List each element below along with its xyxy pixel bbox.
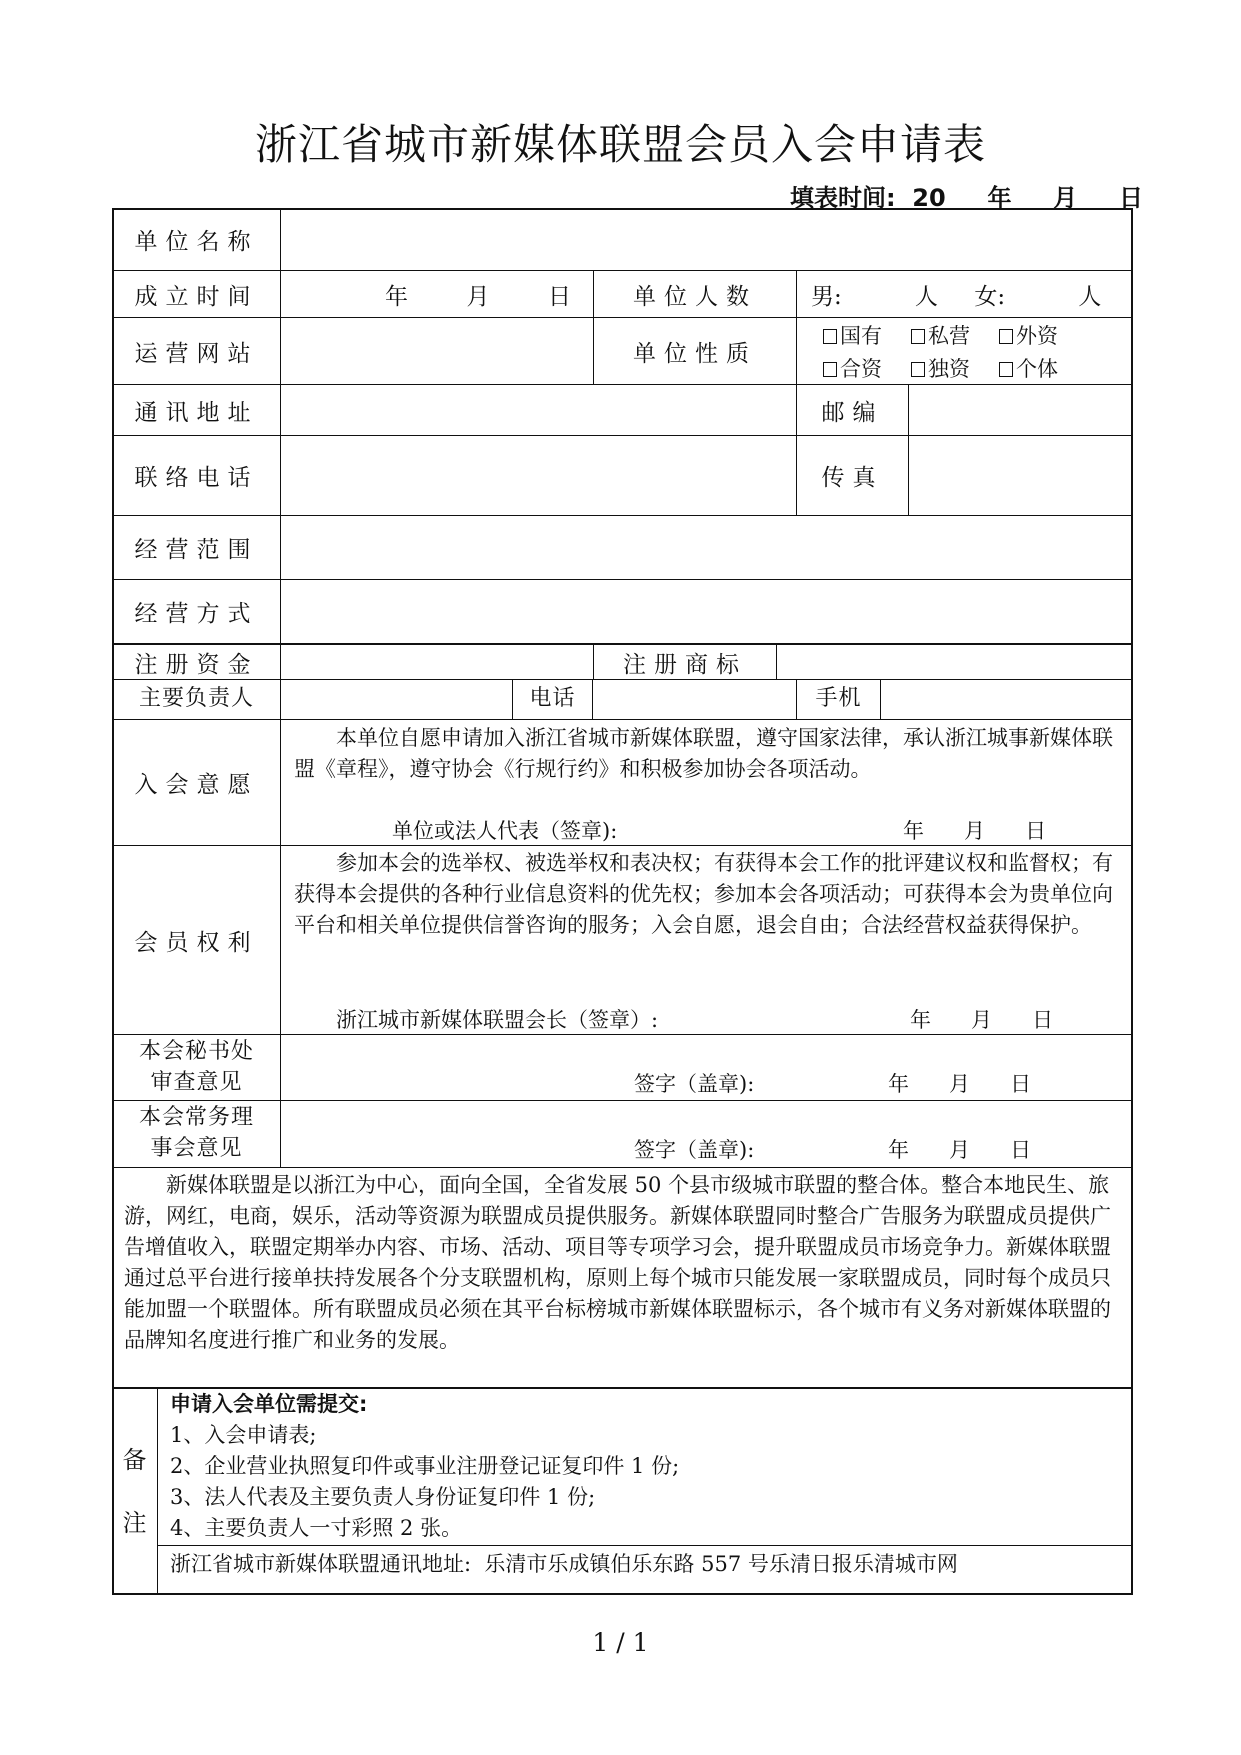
founded-label: 成立时间 xyxy=(112,270,281,318)
address-field[interactable] xyxy=(280,384,797,436)
trademark-field[interactable] xyxy=(776,643,1133,680)
secretariat-date: 年 月 日 xyxy=(888,1072,1032,1096)
checkbox-icon xyxy=(823,329,837,344)
secretariat-label xyxy=(112,1034,281,1101)
notes-item-4: 4、主要负责人一寸彩照 2 张。 xyxy=(170,1516,463,1540)
website-label: 运营网站 xyxy=(112,317,281,385)
business-scope-label: 经营范围 xyxy=(112,515,281,580)
website-field[interactable] xyxy=(280,317,594,385)
business-scope-field[interactable] xyxy=(280,515,1133,580)
intent-text: 本单位自愿申请加入浙江省城市新媒体联盟，遵守国家法律，承认浙江城事新媒体联盟《章程》，遵守协会《行规行约》和积极参加协会各项活动。 xyxy=(294,726,1113,781)
secretariat-label-line2: 审查意见 xyxy=(150,1069,243,1095)
nature-option-foreign[interactable]: 外资 xyxy=(999,320,1058,350)
postcode-label: 邮编 xyxy=(796,384,909,436)
nature-option-private[interactable]: 私营 xyxy=(911,320,970,350)
notes-item-3: 3、法人代表及主要负责人身份证复印件 1 份; xyxy=(170,1485,596,1509)
intent-signature: 单位或法人代表（签章): xyxy=(392,819,618,843)
leader-label: 主要负责人 xyxy=(112,679,281,720)
nature-option-sole[interactable]: 独资 xyxy=(911,353,970,383)
council-date: 年 月 日 xyxy=(888,1138,1032,1162)
intent-date: 年 月 日 xyxy=(903,819,1047,843)
council-signature: 签字（盖章): xyxy=(634,1138,755,1162)
council-label-line1: 本会常务理 xyxy=(138,1105,254,1131)
notes-heading: 申请入会单位需提交: xyxy=(170,1392,368,1416)
fax-label: 传真 xyxy=(796,435,909,516)
mobile-label: 手机 xyxy=(796,679,881,720)
phone-field[interactable] xyxy=(280,435,797,516)
fill-date: 填表时间: 20 年 月 日 xyxy=(790,184,1144,212)
capital-label: 注册资金 xyxy=(112,643,281,680)
founded-date: 年 月 日 xyxy=(385,283,571,310)
staff-count-field[interactable]: 男: 人 女: 人 xyxy=(796,270,1133,318)
notes-item-2: 2、企业营业执照复印件或事业注册登记证复印件 1 份; xyxy=(170,1454,680,1478)
fax-field[interactable] xyxy=(908,435,1133,516)
rights-signature: 浙江城市新媒体联盟会长（签章）: xyxy=(336,1008,659,1032)
unit-name-label: 单位名称 xyxy=(112,208,281,271)
nature-option-state[interactable]: 国有 xyxy=(823,320,882,350)
contact-address: 浙江省城市新媒体联盟通讯地址: 乐清市乐成镇伯乐东路 557 号乐清日报乐清城市网 xyxy=(170,1552,958,1576)
notes-label-line1: 备 xyxy=(122,1446,148,1475)
notes-label xyxy=(112,1387,158,1595)
secretariat-signature: 签字（盖章): xyxy=(634,1072,755,1096)
unit-name-field[interactable] xyxy=(280,208,1133,271)
rights-date: 年 月 日 xyxy=(910,1008,1054,1032)
trademark-label: 注册商标 xyxy=(593,643,777,680)
checkbox-icon xyxy=(999,329,1013,344)
nature-option-individual[interactable]: 个体 xyxy=(999,353,1058,383)
council-label-line2: 事会意见 xyxy=(150,1136,243,1161)
tel-field[interactable] xyxy=(592,679,797,720)
founded-field[interactable] xyxy=(280,270,594,318)
nature-option-joint[interactable]: 合资 xyxy=(823,353,882,383)
page-title: 浙江省城市新媒体联盟会员入会申请表 xyxy=(254,120,986,169)
mobile-field[interactable] xyxy=(880,679,1133,720)
phone-label: 联络电话 xyxy=(112,435,281,516)
staff-count-label: 单位人数 xyxy=(593,270,797,318)
secretariat-label-line1: 本会秘书处 xyxy=(138,1038,254,1064)
rights-text: 参加本会的选举权、被选举权和表决权；有获得本会工作的批评建议权和监督权；有获得本会提供的各种行业信息资料的优先权；参加本会各项活动；可获得本会为贵单位向平台和相关单位提供信誉咨询的服务；入会自愿，退会自由；合法经营权益获得保护。 xyxy=(294,851,1113,937)
business-mode-field[interactable] xyxy=(280,579,1133,644)
notes-label-line2: 注 xyxy=(122,1508,148,1537)
tel-label: 电话 xyxy=(512,679,593,720)
checkbox-icon xyxy=(999,362,1013,377)
page-number: 1 / 1 xyxy=(592,1628,649,1657)
checkbox-icon xyxy=(911,362,925,377)
postcode-field[interactable] xyxy=(908,384,1133,436)
unit-nature-label: 单位性质 xyxy=(593,317,797,385)
leader-field[interactable] xyxy=(280,679,513,720)
intent-label: 入会意愿 xyxy=(112,719,281,846)
business-mode-label: 经营方式 xyxy=(112,579,281,644)
notes-item-1: 1、入会申请表; xyxy=(170,1423,317,1447)
checkbox-icon xyxy=(823,362,837,377)
council-label xyxy=(112,1100,281,1168)
address-label: 通讯地址 xyxy=(112,384,281,436)
intro-text: 新媒体联盟是以浙江为中心，面向全国，全省发展 50 个县市级城市联盟的整合体。整合本地民生、旅游，网红，电商，娱乐，活动等资源为联盟成员提供服务。新媒体联盟同时整合广告服务为联盟成员提供广告增值收入，联盟定期举办内容、市场、活动、项目等专项学习会，提升联盟成员市场竞争力。新媒体联盟通过总平台进行接单扶持发展各个分支联盟机构，原则上每个城市只能发展一家联盟成员，同时每个成员只能加盟一个联盟体。所有联盟成员必须在其平台标榜城市新媒体联盟标示，各个城市有义务对新媒体联盟的品牌知名度进行推广和业务的发展。 xyxy=(124,1173,1111,1352)
rights-label: 会员权利 xyxy=(112,845,281,1035)
capital-field[interactable] xyxy=(280,643,594,680)
checkbox-icon xyxy=(911,329,925,344)
